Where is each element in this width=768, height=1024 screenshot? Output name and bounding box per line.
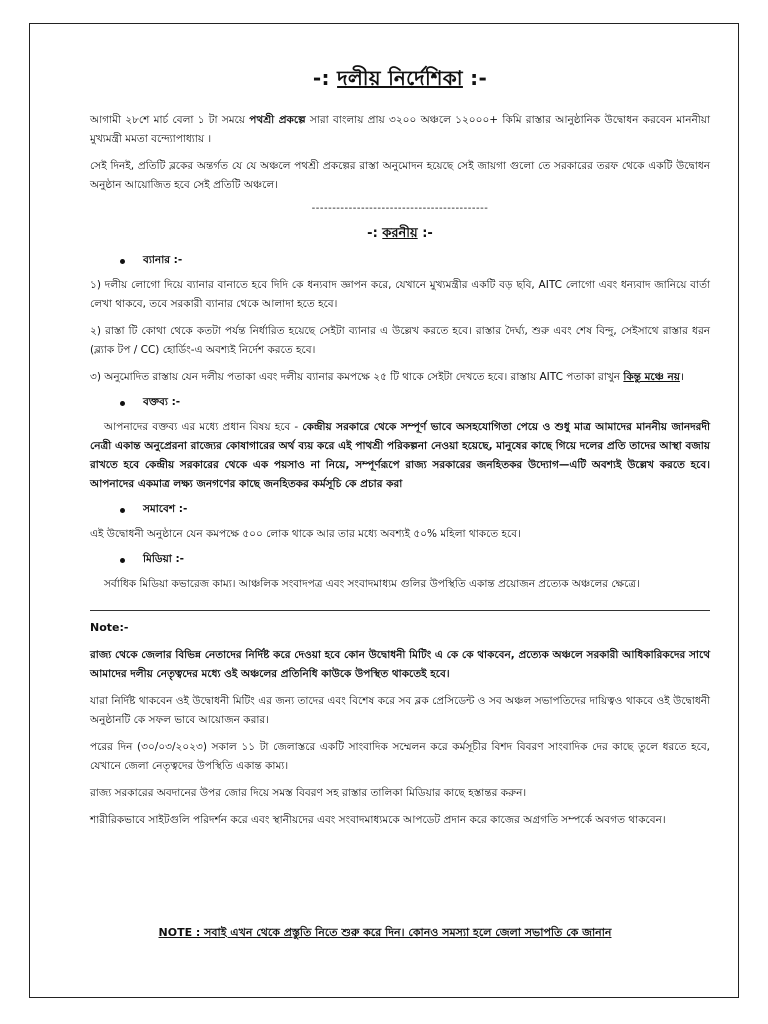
banner-point-3-end: ।: [679, 371, 684, 383]
intro-paragraph-2: সেই দিনই, প্রতিটি ব্লকের অন্তর্গত যে যে অঞ্চলে পথশ্রী প্রকল্পের রাস্তা অনুমোদন হয়েছে সেই জায়গা গুলো তে সরকারের তরফ থেকে একটি উদ্বোধন অনুষ্ঠান আয়োজিত হবে সেই প্রতিটি অঞ্চলে।: [90, 160, 710, 191]
scheme-name: পথশ্রী প্রকল্পে: [249, 114, 306, 126]
intro-text-a: আগামী ২৮শে মার্চ বেলা ১ টা সময়ে: [90, 114, 250, 126]
page-title: [90, 64, 710, 97]
bullet-icon: [120, 401, 125, 406]
banner-point-2: ২) রাস্তা টি কোথা থেকে কতটা পর্যন্ত নির্ধারিত হয়েছে সেইটা ব্যানার এ উল্লেখ করতে হবে। রাস্তার দৈর্ঘ্য, শুরু এবং শেষ বিন্দু, সেইসাথে রাস্তার ধরন (ব্ল্যাক টপ / CC) হোর্ডিং-এ অবশ্যই নির্দেশ করতে হবে।: [90, 325, 710, 356]
note-paragraph-3: পরের দিন (৩০/০৩/২০২৩) সকাল ১১ টা জেলাস্তরে একটি সাংবাদিক সম্মেলন করে কর্মসূচীর বিশদ বিবরণ সাংবাদিক দের কাছে তুলে ধরতে হবে, যেখানে জেলা নেতৃত্বদের উপস্থিতি একান্ত কাম্য।: [90, 741, 710, 772]
speech-text: আপনাদের বক্তব্য এর মধ্যে প্রধান বিষয় হবে -: [104, 421, 303, 433]
banner-point-3: [90, 368, 710, 387]
todo-prefix: -:: [367, 226, 383, 241]
gathering-heading: [120, 502, 710, 519]
intro-paragraph-1: [90, 111, 710, 149]
note-paragraph-4: রাজ্য সরকারের অবদানের উপর জোর দিয়ে সমস্ত বিবরণ সহ রাস্তার তালিকা মিডিয়ার কাছে হস্তান্তর করুন।: [90, 787, 527, 799]
note-paragraph-5: শারীরিকভাবে সাইটগুলি পরিদর্শন করে এবং স্থানীয়দের এবং সংবাদমাধ্যমকে আপডেট প্রদান করে কাজের অগ্রগতি সম্পর্কে অবগত থাকবেন।: [90, 814, 666, 826]
todo-suffix: :-: [417, 226, 433, 241]
banner-heading-text: ব্যানার :-: [143, 254, 183, 266]
media-paragraph: সর্বাধিক মিডিয়া কভারেজ কাম্য। আঞ্চলিক সংবাদপত্র এবং সংবাদমাধ্যম গুলির উপস্থিতি একান্ত প্রয়োজন প্রত্যেক অঞ্চলের ক্ষেত্রে।: [104, 578, 640, 590]
todo-heading: [90, 224, 710, 245]
bullet-icon: [120, 508, 125, 513]
title-prefix: -:: [312, 66, 338, 90]
document-body: [90, 64, 710, 838]
speech-heading-text: বক্তব্য :-: [143, 396, 181, 408]
note-label: Note:-: [90, 621, 129, 634]
speech-heading: [120, 395, 710, 412]
gathering-paragraph: এই উদ্বোধনী অনুষ্ঠানে যেন কমপক্ষে ৫০০ লোক থাকে আর তার মধ্যে অবশ্যই ৫০% মহিলা থাকতে হবে।: [90, 528, 521, 540]
bullet-icon: [120, 558, 125, 563]
banner-point-1: ১) দলীয় লোগো দিয়ে ব্যানার বানাতে হবে দিদি কে ধন্যবাদ জ্ঞাপন করে, যেখানে মুখ্যমন্ত্রীর একটি বড় ছবি, AITC লোগো এবং ধন্যবাদ জানিয়ে বার্তা লেখা থাকবে, তবে সরকারী ব্যানার থেকে আলাদা হতে হবে।: [90, 279, 710, 310]
dashed-separator: -------------------------------------------: [311, 203, 489, 214]
bullet-icon: [120, 259, 125, 264]
media-heading-text: মিডিয়া :-: [143, 553, 185, 565]
banner-heading: [120, 253, 710, 270]
not-on-stage-text: কিন্তু মঞ্চে নয়: [623, 371, 680, 383]
title-suffix: :-: [462, 66, 488, 90]
speech-paragraph: [90, 418, 710, 494]
footer-note: NOTE : সবাই এখন থেকে প্রস্তুতি নিতে শুরু করে দিন। কোনও সমস্যা হলে জেলা সভাপতি কে জানান: [158, 926, 612, 939]
speech-bold-text: কেন্দ্রীয় সরকারে থেকে সম্পূর্ণ ভাবে অসহযোগিতা পেয়ে ও শুধু মাত্র আমাদের মাননীয় জানদরদী নেত্রী একান্ত অনুপ্রেরনা রাজ্যের কোষাগারের অর্থ ব্যয় করে এই পাথশ্রী পরিকল্পনা নেওয়া হয়েছে, মানুষের কাছে গিয়ে দলের প্রতি তাদের আস্থা বজায় রাখতে হবে কেন্দ্রীয় সরকারের থেকে এক পয়সাও না নিয়ে, সম্পূর্ণরূপে রাজ্য সরকারের জনহিতকর উদ্যোগ—এটি অবশ্যই উল্লেখ করতে হবে। আপনাদের একমাত্র লক্ষ্য জনগণের কাছে জনহিতকর কর্মসূচি কে প্রচার করা: [90, 421, 710, 490]
todo-text: করনীয়: [382, 226, 418, 241]
media-heading: [120, 552, 710, 569]
intro-text-b: সারা বাংলায় প্রায় ৩২০০ অঞ্চলে ১২০০০+ কিমি রাস্তার আনুষ্ঠানিক উদ্বোধন করবেন মাননীয়া মুখ্যমন্ত্রী মমতা বন্দ্যোপাধ্যায় ।: [90, 114, 711, 145]
horizontal-divider: [90, 610, 710, 611]
document-page: [29, 23, 739, 998]
note-paragraph-1: রাজ্য থেকে জেলার বিভিন্ন নেতাদের নির্দিষ্ট করে দেওয়া হবে কোন উদ্বোধনী মিটিং এ কে কে থাকবেন, প্রত্যেক অঞ্চলে সরকারী আধিকারিকদের সাথে আমাদের দলীয় নেতৃত্বদের মধ্যে ওই অঞ্চলের প্রতিনিধি কাউকে উপস্থিত থাকতেই হবে।: [90, 649, 710, 680]
banner-point-3-text: ৩) অনুমোদিত রাস্তায় যেন দলীয় পতাকা এবং দলীয় ব্যানার কমপক্ষে ২৫ টি থাকে সেইটা দেখতে হবে। রাস্তায় AITC পতাকা রাখুন: [90, 371, 624, 383]
title-text: দলীয় নির্দেশিকা: [337, 66, 463, 90]
note-paragraph-2: যারা নির্দিষ্ট থাকবেন ওই উদ্বোধনী মিটিং এর জন্য তাদের এবং বিশেষ করে সব ব্লক প্রেসিডেন্ট ও সব অঞ্চল সভাপতিদের দায়িত্বও থাকবে ওই উদ্বোধনী অনুষ্ঠানটি কে সফল ভাবে আয়োজন করার।: [90, 695, 710, 726]
gathering-heading-text: সমাবেশ :-: [143, 503, 188, 515]
